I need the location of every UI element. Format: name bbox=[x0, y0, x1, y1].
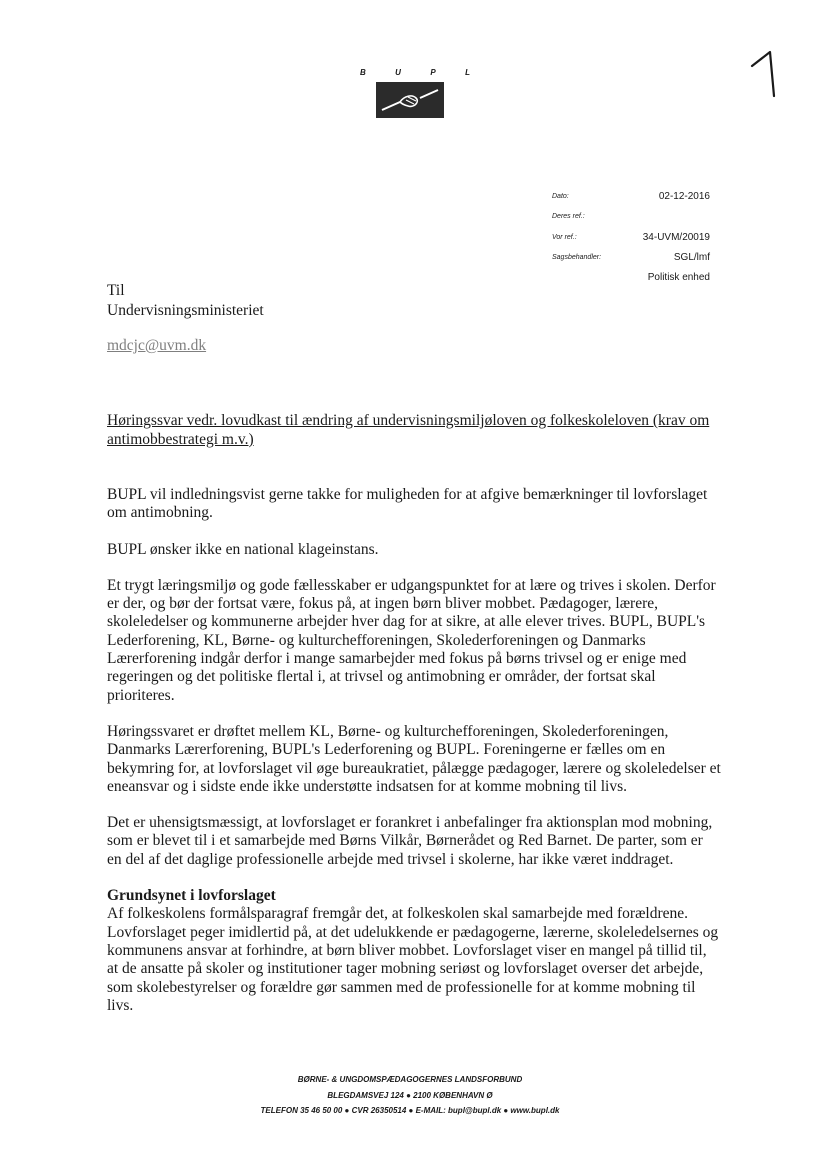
reference-block bbox=[552, 186, 710, 288]
section-heading: Grundsynet i lovforslaget bbox=[107, 887, 276, 905]
body-paragraph: BUPL vil indledningsvist gerne takke for muligheden for at afgive bemærkninger til lovforslaget om antimobning. bbox=[107, 486, 708, 522]
logo-letter: P bbox=[430, 68, 436, 77]
footer-address: BLEGDAMSVEJ 124 ● 2100 KØBENHAVN Ø bbox=[327, 1090, 493, 1100]
letter-subject: Høringssvar vedr. lovudkast til ændring af undervisningsmiljøloven og folkeskoleloven (krav om antimobbestrategi m.v.) bbox=[107, 412, 710, 448]
handwritten-page-number bbox=[748, 50, 788, 98]
body-paragraph: Et trygt læringsmiljø og gode fællesskaber er udgangspunktet for at lære og trives i skolen. Derfor er der, og bør der fortsat være, fokus på, at ingen børn bliver mobbet. Pædagoger, lærere, skoleledelser og kommunerne arbejder hver dag for at sikre, at alle elever trives. BUPL, BUPL's Lederforening, KL, Børne- og kulturchefforeningen, Skolederforeningen og Danmarks Lærerforening indgår derfor i mange samarbejder med fokus på børns trivsel og er enige med regeringen og det politiske flertal i, at trivsel og antimobning er områder, der fortsat skal prioriteres. bbox=[107, 576, 716, 704]
footer-contact: TELEFON 35 46 50 00 ● CVR 26350514 ● E-MAIL: bupl@bupl.dk ● www.bupl.dk bbox=[260, 1106, 560, 1115]
bupl-logo-icon bbox=[376, 82, 444, 118]
section-paragraph: Af folkeskolens formålsparagraf fremgår det, at folkeskolen skal samarbejde med forældrene. Lovforslaget peger imidlertid på, at det udelukkende er pædagogerne, lærerne, skoleledelsernes og kommunens ansvar at forhindre, at børn bliver mobbet. Lovforslaget viser en mangel på tillid til, at de ansatte på skoler og institutioner tager mobning seriøst og lovforslaget overser det arbejde, som skolebestyrelser og forældre gør sammen med de professionelle for at komme mobning til livs. bbox=[107, 905, 719, 1014]
body-paragraph: Høringssvaret er drøftet mellem KL, Børne- og kulturchefforeningen, Skolederforeningen, Danmarks Lærerforening, BUPL's Lederforening og BUPL. Foreningerne er fælles om en bekymring for, at lovforslaget vil øge bureaukratiet, pålægge pædagoger, lærere og skoleledelser et eneansvar og i sidste ende ikke understøtte indsatsen for at komme mobning til livs. bbox=[107, 722, 721, 795]
footer-org-name: BØRNE- & UNGDOMSPÆDAGOGERNES LANDSFORBUND bbox=[297, 1075, 523, 1084]
letter-body bbox=[107, 486, 721, 1033]
date-value: 02-12-2016 bbox=[658, 190, 710, 202]
logo-letter: U bbox=[395, 68, 401, 77]
body-paragraph: Det er uhensigtsmæssigt, at lovforslaget er forankret i anbefalinger fra aktionsplan mod mobning, som er blevet til i et samarbejde med Børns Vilkår, Børnerådet og Red Barnet. De parter, som er en del af det daglige professionelle arbejde med trivsel i skolerne, har ikke været inddraget. bbox=[107, 814, 713, 868]
our-ref-value: 34-UVM/20019 bbox=[642, 231, 710, 243]
your-ref-label: Deres ref.: bbox=[552, 213, 585, 221]
case-handler-value: SGL/lmf bbox=[673, 252, 710, 264]
body-paragraph: BUPL ønsker ikke en national klageinstans. bbox=[107, 540, 379, 558]
logo-letters bbox=[360, 68, 470, 77]
case-handler-row bbox=[552, 248, 710, 269]
recipient-email-link[interactable]: mdcjc@uvm.dk bbox=[107, 337, 207, 354]
department-unit: Politisk enhed bbox=[647, 272, 710, 283]
case-handler-label: Sagsbehandler: bbox=[552, 254, 602, 262]
date-label: Dato: bbox=[552, 192, 569, 200]
our-ref-label: Vor ref.: bbox=[552, 233, 577, 241]
recipient-to: Til bbox=[107, 282, 125, 299]
our-ref-row bbox=[552, 227, 710, 248]
recipient-block bbox=[107, 281, 264, 321]
your-ref-row bbox=[552, 207, 710, 228]
letter-footer bbox=[200, 1072, 620, 1119]
logo-letter: L bbox=[465, 68, 470, 77]
recipient-name: Undervisningsministeriet bbox=[107, 302, 264, 319]
logo-letter: B bbox=[360, 68, 366, 77]
date-row bbox=[552, 186, 710, 207]
